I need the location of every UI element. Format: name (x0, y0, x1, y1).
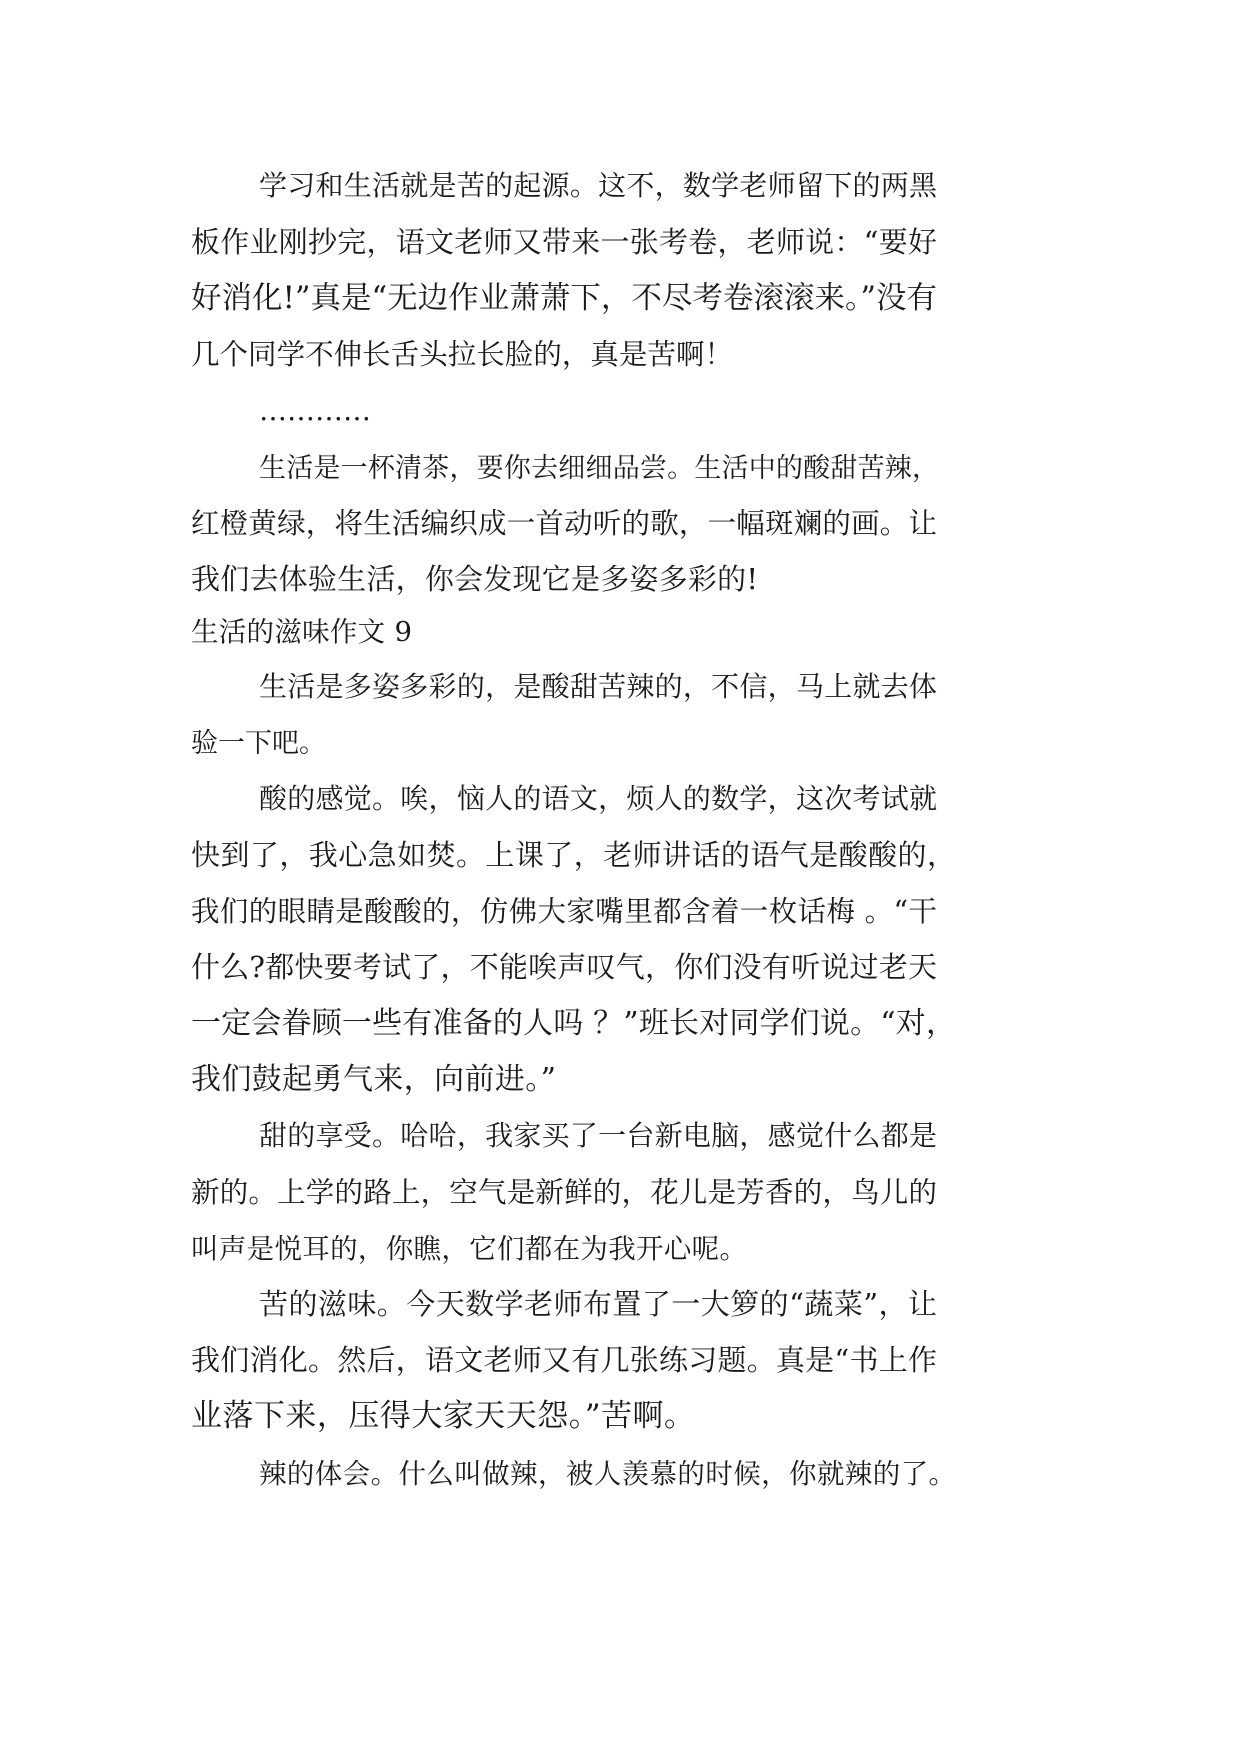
paragraph-4-line-2: 快到了，我心急如焚。上课了，老师讲话的语气是酸酸的， (191, 838, 957, 872)
paragraph-3-line-2: 验一下吧。 (191, 728, 326, 759)
paragraph-4-line-1: 酸的感觉。唉，恼人的语文，烦人的数学，这次考试就 (259, 782, 938, 815)
paragraph-3-line-1: 生活是多姿多彩的，是酸甜苦辣的，不信，马上就去体 (259, 670, 938, 703)
paragraph-1-line-4: 几个同学不伸长舌头拉长脸的，真是苦啊！ (191, 338, 734, 371)
paragraph-1-line-2: 板作业刚抄完，语文老师又带来一张考卷，老师说：“要好 (191, 225, 938, 259)
paragraph-6-line-1: 苦的滋味。今天数学老师布置了一大箩的“蔬菜”，让 (259, 1287, 938, 1321)
paragraph-5-line-3: 叫声是悦耳的，你瞧，它们都在为我开心呢。 (191, 1233, 748, 1265)
paragraph-5-line-1: 甜的享受。哈哈，我家买了一台新电脑，感觉什么都是 (259, 1119, 938, 1152)
paragraph-6-line-3: 业落下来，压得大家天天怨。”苦啊。 (191, 1398, 696, 1434)
ellipsis-separator: ………… (259, 394, 371, 427)
paragraph-7-line-1: 辣的体会。什么叫做辣，被人羡慕的时候，你就辣的了。 (259, 1458, 957, 1490)
paragraph-2-line-2: 红橙黄绿，将生活编织成一首动听的歌，一幅斑斓的画。让 (191, 507, 938, 540)
paragraph-2-line-3: 我们去体验生活，你会发现它是多姿多彩的! (191, 562, 759, 596)
paragraph-5-line-2: 新的。上学的路上，空气是新鲜的，花儿是芳香的，鸟儿的 (191, 1176, 938, 1209)
paragraph-1-line-1: 学习和生活就是苦的起源。这不，数学老师留下的两黑 (259, 169, 938, 202)
paragraph-1-line-3: 好消化!”真是“无边作业萧萧下，不尽考卷滚滚来。”没有 (191, 281, 938, 316)
section-title: 生活的滋味作文 9 (191, 616, 413, 648)
paragraph-6-line-2: 我们消化。然后，语文老师又有几张练习题。真是“书上作 (191, 1343, 938, 1377)
paragraph-4-line-3: 我们的眼睛是酸酸的，仿佛大家嘴里都含着一枚话梅 。“干 (191, 895, 938, 928)
paragraph-4-line-5: 一定会眷顾一些有准备的人吗 ？”班长对同学们说。“对， (191, 1006, 957, 1041)
paragraph-4-line-4: 什么?都快要考试了，不能唉声叹气，你们没有听说过老天 (191, 950, 938, 984)
paragraph-2-line-1: 生活是一杯清茶，要你去细细品尝。生活中的酸甜苦辣， (259, 453, 940, 484)
paragraph-4-line-6: 我们鼓起勇气来，向前进。” (191, 1062, 557, 1097)
